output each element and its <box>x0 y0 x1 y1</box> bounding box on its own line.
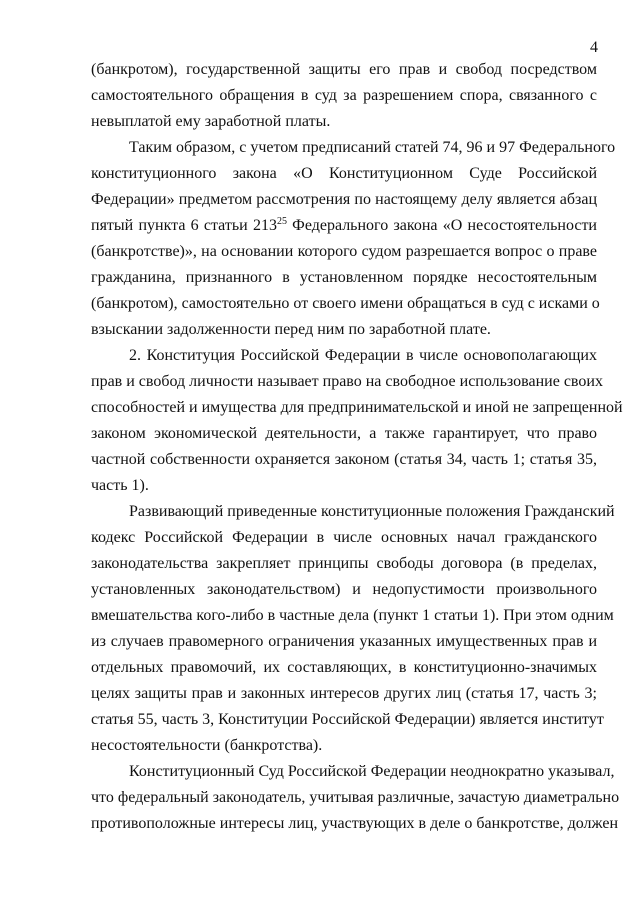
text-line: (банкротстве)», на основании которого судом разрешается вопрос о праве <box>91 243 597 260</box>
text-line: (банкротом), самостоятельно от своего имени обращаться в суд с исками о <box>91 295 600 312</box>
text-line: законом экономической деятельности, а также гарантирует, что право <box>91 425 597 442</box>
text-line: Конституционный Суд Российской Федерации неоднократно указывал, <box>129 763 615 780</box>
text-line: целях защиты прав и законных интересов других лиц (статья 17, часть 3; <box>91 685 597 702</box>
text-line: (банкротом), государственной защиты его прав и свобод посредством <box>91 61 597 78</box>
superscript-25: 25 <box>276 216 287 227</box>
paragraph-4 <box>91 499 615 759</box>
text-line: способностей и имущества для предпринимательской и иной не запрещенной <box>91 399 623 416</box>
text-line: противоположные интересы лиц, участвующих в деле о банкротстве, должен <box>91 815 619 832</box>
paragraph-5 <box>91 759 620 837</box>
text-line: взыскании задолженности перед ним по заработной плате. <box>91 321 491 338</box>
document-body <box>91 57 623 837</box>
text-line: вмешательства кого-либо в частные дела (пункт 1 статьи 1). При этом одним <box>91 607 614 624</box>
text-line-with-superscript <box>91 213 597 239</box>
paragraph-1 <box>91 57 597 135</box>
text-line: установленных законодательством) и недопустимости произвольного <box>91 581 597 598</box>
page-number: 4 <box>590 39 598 56</box>
text-line: прав и свобод личности называет право на свободное использование своих <box>91 373 603 390</box>
text-line: невыплатой ему заработной платы. <box>91 113 331 130</box>
text-line: законодательства закрепляет принципы свободы договора (в пределах, <box>91 555 597 572</box>
text-line: несостоятельности (банкротства). <box>91 737 323 754</box>
text-fragment: пятый пункта 6 статьи 213 <box>91 217 277 234</box>
text-fragment: Федерального закона «О несостоятельности <box>286 217 597 234</box>
text-line: статья 55, часть 3, Конституции Российской Федерации) является институт <box>91 711 604 728</box>
paragraph-2 <box>91 135 616 343</box>
text-line: конституционного закона «О Конституционном Суде Российской <box>91 165 597 182</box>
text-line: частной собственности охраняется законом (статья 34, часть 1; статья 35, <box>91 451 597 468</box>
text-line: Таким образом, с учетом предписаний статей 74, 96 и 97 Федерального <box>129 139 616 156</box>
text-line: гражданина, признанного в установленном порядке несостоятельным <box>91 269 597 286</box>
text-line: самостоятельного обращения в суд за разрешением спора, связанного с <box>91 87 597 104</box>
text-line: из случаев правомерного ограничения указанных имущественных прав и <box>91 633 597 650</box>
text-line: что федеральный законодатель, учитывая различные, зачастую диаметрально <box>91 789 620 806</box>
text-line: часть 1). <box>91 477 149 494</box>
text-line: Федерации» предметом рассмотрения по настоящему делу является абзац <box>91 191 597 208</box>
text-line: 2. Конституция Российской Федерации в числе основополагающих <box>129 347 597 364</box>
text-line: кодекс Российской Федерации в числе основных начал гражданского <box>91 529 597 546</box>
paragraph-3 <box>91 343 623 499</box>
text-line: отдельных правомочий, их составляющих, в конституционно-значимых <box>91 659 597 676</box>
text-line: Развивающий приведенные конституционные положения Гражданский <box>129 503 615 520</box>
